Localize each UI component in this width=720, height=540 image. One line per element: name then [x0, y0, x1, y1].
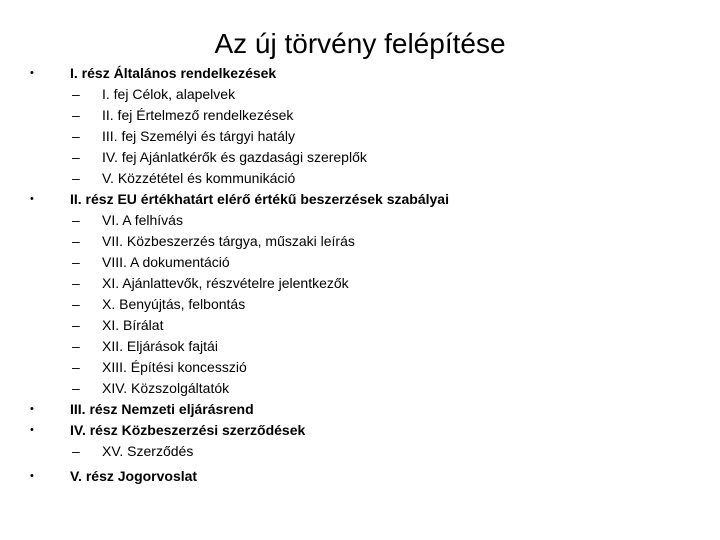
dash-icon: –	[72, 128, 80, 144]
bullet-icon: •	[30, 403, 34, 415]
chapter-item	[30, 168, 690, 189]
chapter-label: XIII. Építési koncesszió	[102, 359, 247, 375]
dash-icon: –	[72, 380, 80, 396]
chapter-label: VII. Közbeszerzés tárgya, műszaki leírás	[102, 233, 355, 249]
section-label: III. rész Nemzeti eljárásrend	[70, 401, 254, 417]
outline-list	[30, 63, 690, 487]
chapter-label: XII. Eljárások fajtái	[102, 338, 218, 354]
chapter-label: II. fej Értelmező rendelkezések	[102, 107, 294, 123]
dash-icon: –	[72, 107, 80, 123]
chapter-label: XI. Ajánlattevők, részvételre jelentkezők	[102, 275, 349, 291]
chapter-label: XI. Bírálat	[102, 317, 164, 333]
chapter-label: V. Közzététel és kommunikáció	[102, 170, 296, 186]
dash-icon: –	[72, 359, 80, 375]
chapter-item	[30, 147, 690, 168]
chapter-label: III. fej Személyi és tárgyi hatály	[102, 128, 295, 144]
chapter-item	[30, 273, 690, 294]
chapter-item	[30, 210, 690, 231]
slide-title: Az új törvény felépítése	[214, 28, 506, 59]
chapter-label: VIII. A dokumentáció	[102, 254, 230, 270]
dash-icon: –	[72, 149, 80, 165]
section-label: I. rész Általános rendelkezések	[70, 65, 277, 81]
chapter-list	[30, 441, 690, 462]
chapter-item	[30, 294, 690, 315]
chapter-label: XIV. Közszolgáltatók	[102, 380, 230, 396]
dash-icon: –	[72, 296, 80, 312]
dash-icon: –	[72, 86, 80, 102]
chapter-item	[30, 441, 690, 462]
chapter-item	[30, 126, 690, 147]
dash-icon: –	[72, 443, 80, 459]
chapter-item	[30, 315, 690, 336]
chapter-label: I. fej Célok, alapelvek	[102, 86, 236, 102]
dash-icon: –	[72, 254, 80, 270]
chapter-item	[30, 378, 690, 399]
chapter-label: IV. fej Ajánlatkérők és gazdasági szereplők	[102, 149, 367, 165]
chapter-item	[30, 105, 690, 126]
bullet-icon: •	[30, 193, 34, 205]
chapter-item	[30, 336, 690, 357]
dash-icon: –	[72, 170, 80, 186]
chapter-label: X. Benyújtás, felbontás	[102, 296, 246, 312]
chapter-item	[30, 84, 690, 105]
section-item	[30, 63, 690, 189]
chapter-label: VI. A felhívás	[102, 212, 183, 228]
dash-icon: –	[72, 338, 80, 354]
bullet-icon: •	[30, 424, 34, 436]
section-item	[30, 399, 690, 420]
chapter-list	[30, 210, 690, 399]
dash-icon: –	[72, 233, 80, 249]
bullet-icon: •	[30, 67, 34, 79]
section-label: II. rész EU értékhatárt elérő értékű beszerzések szabályai	[70, 191, 449, 207]
section-item	[30, 420, 690, 462]
dash-icon: –	[72, 212, 80, 228]
section-label: V. rész Jogorvoslat	[70, 468, 198, 484]
section-label: IV. rész Közbeszerzési szerződések	[70, 422, 306, 438]
dash-icon: –	[72, 275, 80, 291]
chapter-label: XV. Szerződés	[102, 443, 194, 459]
dash-icon: –	[72, 317, 80, 333]
chapter-item	[30, 252, 690, 273]
chapter-list	[30, 84, 690, 189]
section-item	[30, 189, 690, 399]
chapter-item	[30, 357, 690, 378]
chapter-item	[30, 231, 690, 252]
section-item	[30, 466, 690, 487]
bullet-icon: •	[30, 470, 34, 482]
